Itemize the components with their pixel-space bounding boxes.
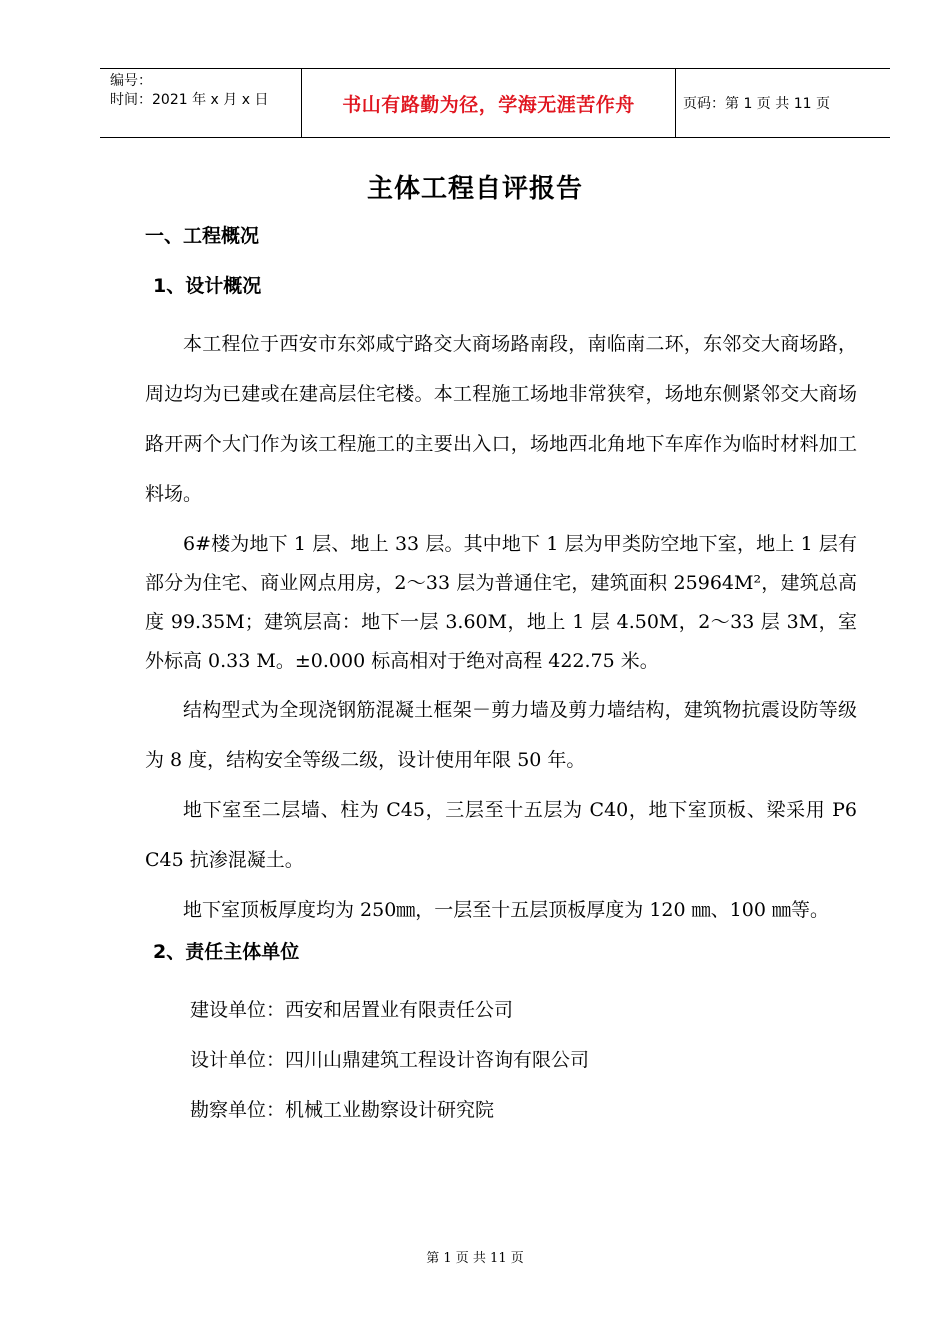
document-header: [100, 68, 890, 138]
page-label: 页码：第 1 页 共 11 页: [683, 96, 830, 112]
header-motto-cell: [302, 69, 676, 137]
page-title: 主体工程自评报告: [366, 174, 583, 204]
unit-design: 设计单位：四川山鼎建筑工程设计咨询有限公司: [190, 1049, 590, 1071]
section-heading: 一、工程概况: [145, 225, 260, 247]
paragraph-structure: 结构型式为全现浇钢筋混凝土框架－剪力墙及剪力墙结构，建筑物抗震设防等级为 8 度，结构安全等级二级，设计使用年限 50 年。: [145, 699, 857, 771]
motto-text: 书山有路勤为径，学海无涯苦作舟: [342, 93, 635, 116]
subsection-heading: 2、责任主体单位: [153, 941, 300, 963]
paragraph-slab: 地下室顶板厚度均为 250㎜，一层至十五层顶板厚度为 120 ㎜、100 ㎜等。: [183, 899, 829, 921]
paragraph-location: 本工程位于西安市东郊咸宁路交大商场路南段，南临南二环，东邻交大商场路，周边均为已建或在建高层住宅楼。本工程施工场地非常狭窄，场地东侧紧邻交大商场路开两个大门作为该工程施工的主要出入口，场地西北角地下车库作为临时材料加工料场。: [145, 333, 857, 505]
unit-construction: 建设单位：西安和居置业有限责任公司: [190, 999, 514, 1021]
paragraph-building: 6#楼为地下 1 层、地上 33 层。其中地下 1 层为甲类防空地下室，地上 1 层有部分为住宅、商业网点用房，2～33 层为普通住宅，建筑面积 25964M²，建筑总高度 99.35M；建筑层高：地下一层 3.60M，地上 1 层 4.50M，2～33 层 3M，室外标高 0.33 M。±0.000 标高相对于绝对高程 422.75 米。: [145, 533, 857, 672]
document-body: [145, 219, 857, 1135]
number-label: 编号：: [110, 73, 152, 89]
time-label: 时间：2021 年 x 月 x 日: [110, 92, 269, 108]
paragraph-concrete: 地下室至二层墙、柱为 C45，三层至十五层为 C40，地下室顶板、梁采用 P6 C45 抗渗混凝土。: [145, 799, 857, 871]
header-info-cell: [100, 69, 302, 137]
unit-survey: 勘察单位：机械工业勘察设计研究院: [190, 1099, 495, 1121]
header-page-cell: [676, 69, 890, 137]
page-footer: 第 1 页 共 11 页: [426, 1251, 524, 1266]
subsection-heading: 1、设计概况: [153, 275, 262, 297]
